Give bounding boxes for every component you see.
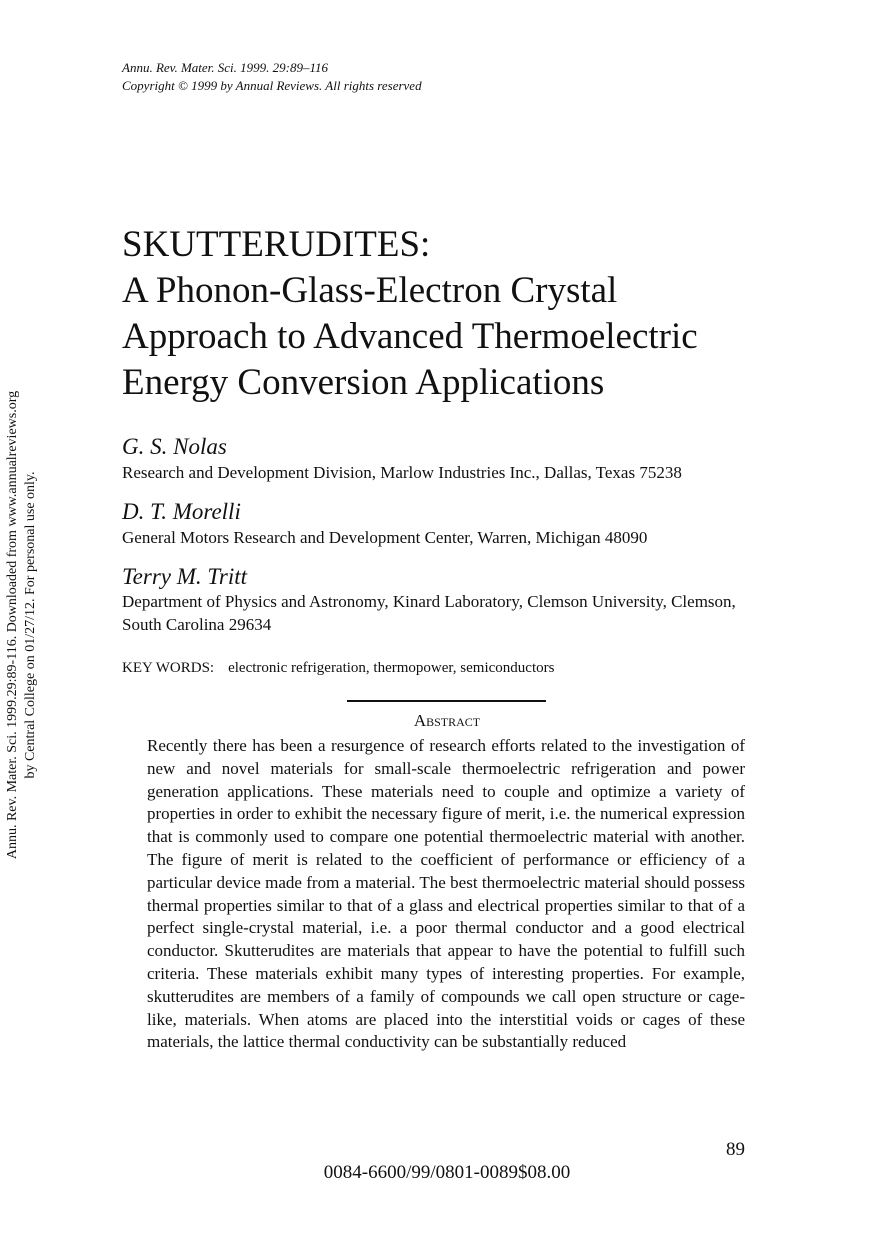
article-title: [122, 222, 822, 406]
author-affiliation-1: Research and Development Division, Marlow Industries Inc., Dallas, Texas 75238: [122, 463, 682, 482]
abstract-text: Recently there has been a resurgence of research efforts related to the investigation of new and novel materials for small-scale thermoelectric refrigeration and power generation applications. These materials need to couple and optimize a variety of properties in order to exhibit the necessary figure of merit, i.e. the numerical expression that is commonly used to compare one potential thermoelectric material with another. The figure of merit is related to the coefficient of performance or efficiency of a particular device made from a material. The best thermoelectric material should possess thermal properties similar to that of a glass and electrical properties similar to that of a perfect single-crystal material, i.e. a poor thermal conductor and a good electrical conductor. Skutterudites are materials that appear to have the potential to fulfill such criteria. These materials exhibit many types of interesting properties. For example, skutterudites are members of a family of compounds we call open structure or cage-like, materials. When atoms are placed into the interstitial voids or cages of these materials, the lattice thermal conductivity can be substantially reduced: [147, 736, 745, 1052]
author-name-2: D. T. Morelli: [122, 499, 241, 524]
keywords-label: KEY WORDS:: [122, 660, 215, 676]
download-notice: [4, 340, 40, 910]
download-notice-line-2: by Central College on 01/27/12. For personal use only.: [23, 471, 38, 779]
author-name-3: Terry M. Tritt: [122, 564, 248, 589]
keywords-list: electronic refrigeration, thermopower, semiconductors: [228, 660, 555, 676]
copyright-line: Copyright © 1999 by Annual Reviews. All rights reserved: [122, 78, 422, 93]
abstract-divider: [347, 700, 546, 702]
author-affiliation-2: General Motors Research and Development Center, Warren, Michigan 48090: [122, 528, 648, 547]
author-name-1: G. S. Nolas: [122, 434, 227, 459]
article-code: 0084-6600/99/0801-0089$08.00: [323, 1162, 571, 1183]
page-number: 89: [726, 1139, 745, 1160]
journal-header: [122, 59, 422, 95]
download-notice-line-1: Annu. Rev. Mater. Sci. 1999.29:89-116. Downloaded from www.annualreviews.org: [5, 390, 20, 860]
author-affiliation-3: Department of Physics and Astronomy, Kinard Laboratory, Clemson University, Clemson, South Carolina 29634: [122, 592, 736, 634]
keywords: [122, 658, 554, 678]
abstract-heading: Abstract: [413, 711, 481, 730]
title-line-1: SKUTTERUDITES:: [122, 224, 431, 265]
title-line-4: Energy Conversion Applications: [122, 362, 605, 403]
title-line-2: A Phonon-Glass-Electron Crystal: [122, 270, 618, 311]
title-line-3: Approach to Advanced Thermoelectric: [122, 316, 698, 357]
citation-line: Annu. Rev. Mater. Sci. 1999. 29:89–116: [122, 60, 329, 75]
